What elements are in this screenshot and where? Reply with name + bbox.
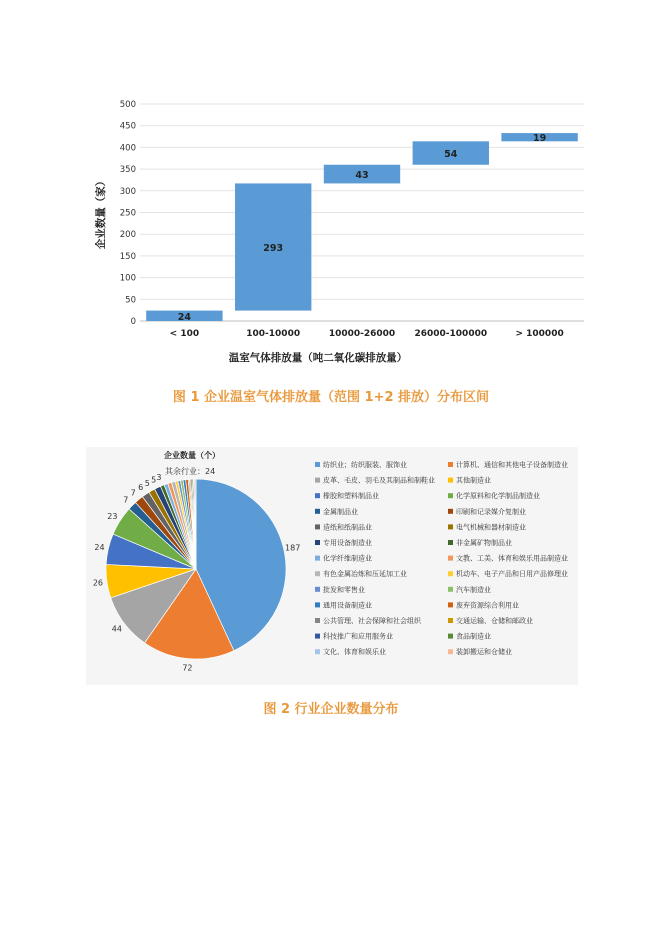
legend-label: 化学纤维制造业 xyxy=(323,554,372,563)
y-tick-label: 150 xyxy=(119,251,136,262)
y-tick-label: 200 xyxy=(119,230,136,241)
legend-swatch xyxy=(448,556,453,561)
legend-swatch xyxy=(315,493,320,498)
pie-value-label: 24 xyxy=(94,542,105,552)
pie-other-label: 其余行业：24 xyxy=(165,467,216,476)
legend-swatch xyxy=(315,634,320,639)
y-tick-label: 400 xyxy=(119,143,136,154)
pie-value-label: 7 xyxy=(123,495,129,505)
legend-label: 食品制造业 xyxy=(456,632,491,641)
bar-value-label: 43 xyxy=(355,170,369,182)
legend-swatch xyxy=(315,571,320,576)
legend-label: 金属制品业 xyxy=(323,507,358,516)
pie-chart xyxy=(86,447,578,685)
legend-swatch xyxy=(315,649,320,654)
bar-value-label: 293 xyxy=(263,243,284,255)
bar-value-label: 19 xyxy=(532,133,547,145)
legend-swatch xyxy=(315,478,320,483)
y-axis-label: 企业数量（家） xyxy=(95,175,107,250)
pie-value-label: 72 xyxy=(182,663,193,673)
legend-swatch xyxy=(448,634,453,639)
legend-label: 装卸搬运和仓储业 xyxy=(456,648,512,657)
figure-1-caption: 图 1 企业温室气体排放量（范围 1+2 排放）分布区间 xyxy=(172,390,490,405)
y-tick-label: 300 xyxy=(119,186,136,197)
pie-value-label: 7 xyxy=(130,488,136,498)
legend-label: 造纸和纸制品业 xyxy=(323,523,372,532)
pie-value-label: 44 xyxy=(111,624,122,634)
legend-label: 化学原料和化学制品制造业 xyxy=(456,492,540,501)
legend-label: 有色金属冶炼和压延加工业 xyxy=(323,570,407,579)
bar-value-label: 54 xyxy=(444,149,458,161)
legend-swatch xyxy=(315,540,320,545)
y-tick-label: 350 xyxy=(119,165,136,176)
legend-label: 汽车制造业 xyxy=(456,585,491,594)
legend-swatch xyxy=(448,493,453,498)
legend-label: 科技推广和应用服务业 xyxy=(323,632,393,641)
legend-label: 专用设备制造业 xyxy=(323,539,372,547)
legend-swatch xyxy=(315,602,320,607)
legend-swatch xyxy=(448,462,453,467)
legend-swatch xyxy=(315,509,320,514)
legend-label: 公共管理、社会保障和社会组织 xyxy=(323,617,421,625)
legend-label: 橡胶和塑料制品业 xyxy=(323,492,379,501)
legend-swatch xyxy=(315,618,320,623)
pie-value-label: 26 xyxy=(92,578,104,588)
legend-label: 皮革、毛皮、羽毛及其制品和制鞋业 xyxy=(323,476,435,485)
x-tick-label: 100-10000 xyxy=(246,329,301,339)
legend-label: 交通运输、仓储和邮政业 xyxy=(456,617,533,625)
legend-swatch xyxy=(448,618,453,623)
legend-label: 废弃资源综合利用业 xyxy=(456,601,519,610)
legend-swatch xyxy=(315,587,320,592)
waterfall-chart xyxy=(0,0,662,380)
legend-label: 通用设备制造业 xyxy=(323,601,372,610)
x-tick-label: < 100 xyxy=(169,329,200,339)
pie-value-label: 3 xyxy=(156,473,162,483)
y-tick-label: 250 xyxy=(119,208,136,219)
legend-label: 计算机、通信和其他电子设备制造业 xyxy=(456,461,568,469)
legend-swatch xyxy=(448,602,453,607)
x-tick-label: 26000-100000 xyxy=(414,329,488,339)
legend-swatch xyxy=(315,524,320,529)
y-tick-label: 100 xyxy=(119,273,136,284)
x-tick-label: 10000-26000 xyxy=(328,329,396,339)
pie-value-label: 5 xyxy=(144,478,150,488)
x-tick-label: > 100000 xyxy=(515,329,564,339)
legend-swatch xyxy=(448,524,453,529)
y-tick-label: 0 xyxy=(130,317,136,327)
legend-label: 纺织业；纺织服装、服饰业 xyxy=(323,461,407,469)
legend-swatch xyxy=(448,540,453,545)
legend-swatch xyxy=(315,556,320,561)
legend-swatch xyxy=(315,462,320,467)
pie-value-label: 5 xyxy=(151,475,157,485)
legend-label: 非金属矿物制品业 xyxy=(456,539,512,547)
legend-label: 电气机械和器材制造业 xyxy=(456,523,526,532)
legend-label: 其他制造业 xyxy=(456,476,491,485)
legend-swatch xyxy=(448,649,453,654)
pie-title: 企业数量（个） xyxy=(164,451,220,460)
y-tick-label: 500 xyxy=(119,100,136,110)
legend-swatch xyxy=(448,571,453,576)
pie-value-label: 187 xyxy=(285,543,301,553)
x-axis-label: 温室气体排放量（吨二氧化碳排放量） xyxy=(228,352,408,364)
pie-value-label: 23 xyxy=(107,512,118,522)
legend-swatch xyxy=(448,509,453,514)
legend-label: 文化、体育和娱乐业 xyxy=(323,648,386,657)
legend-label: 机动车、电子产品和日用产品修理业 xyxy=(456,570,568,579)
legend-swatch xyxy=(448,587,453,592)
legend-label: 文教、工美、体育和娱乐用品制造业 xyxy=(456,554,568,563)
pie-chart-panel xyxy=(86,447,578,685)
legend-label: 批发和零售业 xyxy=(323,585,365,594)
bar-value-label: 24 xyxy=(177,311,192,323)
legend-swatch xyxy=(448,478,453,483)
figure-2-caption: 图 2 行业企业数量分布 xyxy=(263,702,399,717)
y-tick-label: 50 xyxy=(125,295,136,306)
pie-value-label: 6 xyxy=(138,482,144,492)
y-tick-label: 450 xyxy=(119,121,136,132)
legend-label: 印刷和记录媒介复制业 xyxy=(456,507,526,516)
